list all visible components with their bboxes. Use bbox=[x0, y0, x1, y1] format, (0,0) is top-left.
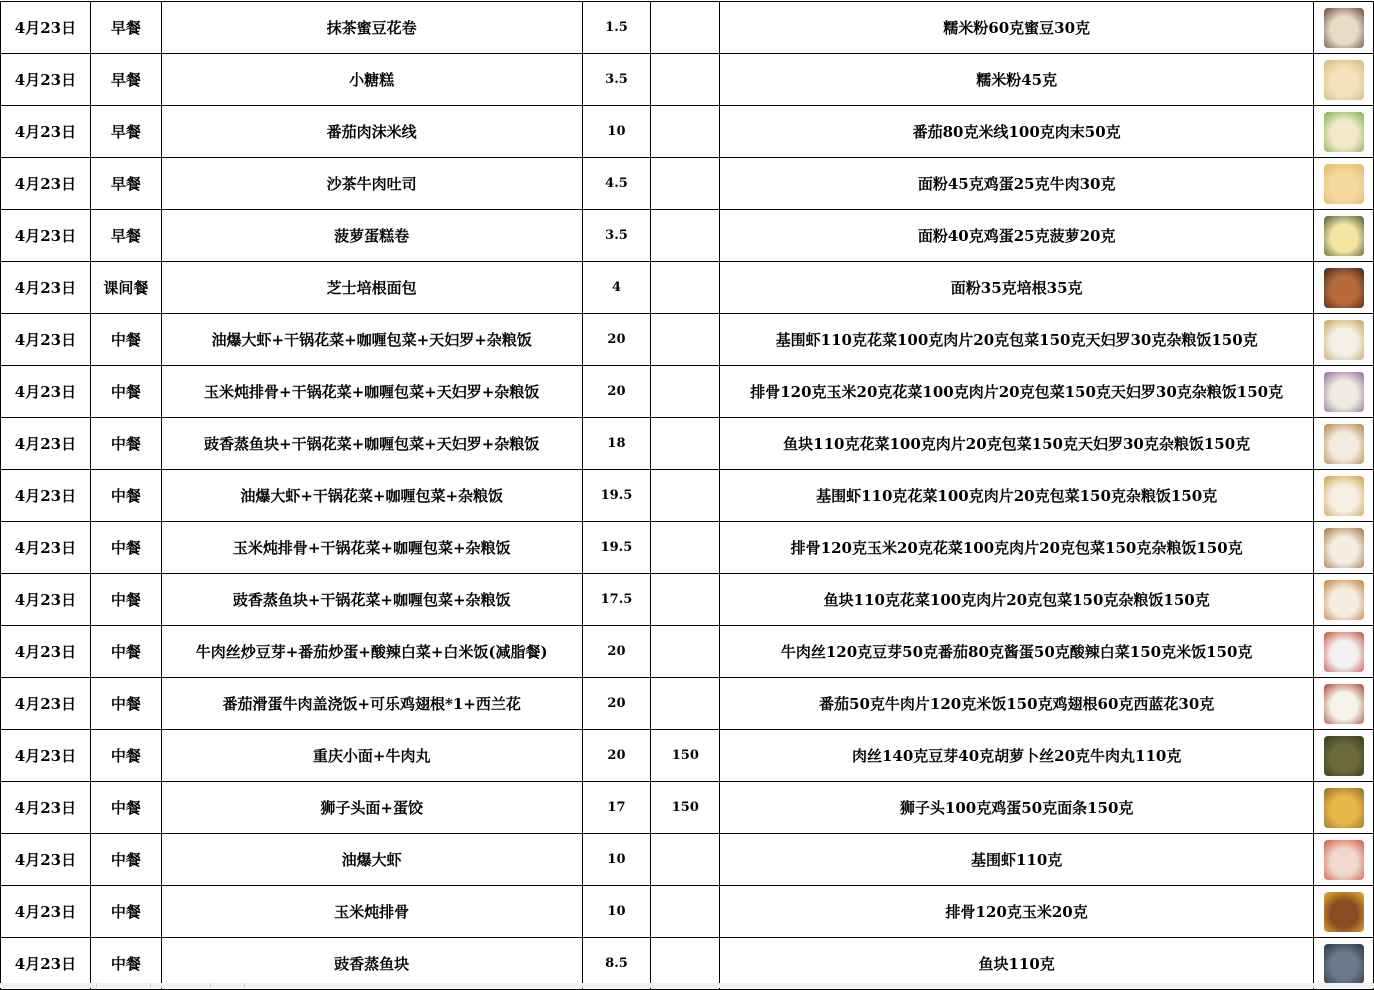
ingredients-cell[interactable]: 面粉45克鸡蛋25克牛肉30克 bbox=[720, 158, 1314, 210]
dish-cell[interactable]: 狮子头面+蛋饺 bbox=[161, 782, 582, 834]
price-cell[interactable]: 20 bbox=[582, 366, 651, 418]
table-row bbox=[1, 834, 1374, 886]
price-cell[interactable]: 19.5 bbox=[582, 522, 651, 574]
ingredients-cell[interactable]: 糯米粉45克 bbox=[720, 54, 1314, 106]
dish-image-cell[interactable] bbox=[1314, 678, 1374, 730]
table-row bbox=[1, 210, 1374, 262]
price-cell[interactable]: 17.5 bbox=[582, 574, 651, 626]
dish-photo bbox=[1324, 580, 1364, 620]
meal-cell[interactable]: 早餐 bbox=[90, 2, 161, 54]
price-cell[interactable]: 20 bbox=[582, 730, 651, 782]
qty-cell[interactable]: 150 bbox=[651, 730, 720, 782]
date-cell[interactable]: 4月23日 bbox=[1, 418, 91, 470]
qty-cell[interactable] bbox=[651, 470, 720, 522]
table-row bbox=[1, 2, 1374, 54]
dish-image-cell[interactable] bbox=[1314, 2, 1374, 54]
dish-photo bbox=[1324, 788, 1364, 828]
qty-cell[interactable] bbox=[651, 938, 720, 990]
dish-image-cell[interactable] bbox=[1314, 418, 1374, 470]
dish-image-cell[interactable] bbox=[1314, 938, 1374, 990]
price-cell[interactable]: 20 bbox=[582, 678, 651, 730]
dish-photo bbox=[1324, 8, 1364, 48]
date-cell[interactable]: 4月23日 bbox=[1, 262, 91, 314]
dish-image-cell[interactable] bbox=[1314, 210, 1374, 262]
qty-cell[interactable]: 150 bbox=[651, 782, 720, 834]
date-cell[interactable]: 4月23日 bbox=[1, 782, 91, 834]
dish-image-cell[interactable] bbox=[1314, 262, 1374, 314]
dish-photo bbox=[1324, 424, 1364, 464]
dish-photo bbox=[1324, 892, 1364, 932]
table-row bbox=[1, 158, 1374, 210]
sheet-tab-bar[interactable] bbox=[0, 983, 1374, 988]
menu-table bbox=[0, 1, 1374, 990]
meal-cell[interactable]: 中餐 bbox=[90, 938, 161, 990]
ingredients-cell[interactable]: 面粉40克鸡蛋25克菠萝20克 bbox=[720, 210, 1314, 262]
dish-image-cell[interactable] bbox=[1314, 522, 1374, 574]
date-cell[interactable]: 4月23日 bbox=[1, 886, 91, 938]
qty-cell[interactable] bbox=[651, 834, 720, 886]
table-row bbox=[1, 730, 1374, 782]
dish-cell[interactable]: 番茄肉沫米线 bbox=[161, 106, 582, 158]
dish-image-cell[interactable] bbox=[1314, 834, 1374, 886]
dish-photo bbox=[1324, 112, 1364, 152]
dish-image-cell[interactable] bbox=[1314, 366, 1374, 418]
price-cell[interactable]: 10 bbox=[582, 886, 651, 938]
meal-cell[interactable]: 早餐 bbox=[90, 106, 161, 158]
dish-photo bbox=[1324, 372, 1364, 412]
date-cell[interactable]: 4月23日 bbox=[1, 730, 91, 782]
ingredients-cell[interactable]: 糯米粉60克蜜豆30克 bbox=[720, 2, 1314, 54]
dish-photo bbox=[1324, 216, 1364, 256]
dish-photo bbox=[1324, 736, 1364, 776]
qty-cell[interactable] bbox=[651, 678, 720, 730]
dish-cell[interactable]: 玉米炖排骨 bbox=[161, 886, 582, 938]
date-cell[interactable]: 4月23日 bbox=[1, 574, 91, 626]
dish-cell[interactable]: 小糖糕 bbox=[161, 54, 582, 106]
meal-cell[interactable]: 课间餐 bbox=[90, 262, 161, 314]
meal-cell[interactable]: 中餐 bbox=[90, 730, 161, 782]
dish-cell[interactable]: 玉米炖排骨+干锅花菜+咖喱包菜+天妇罗+杂粮饭 bbox=[161, 366, 582, 418]
table-row bbox=[1, 886, 1374, 938]
table-row bbox=[1, 262, 1374, 314]
dish-image-cell[interactable] bbox=[1314, 470, 1374, 522]
ingredients-cell[interactable]: 排骨120克玉米20克花菜100克肉片20克包菜150克杂粮饭150克 bbox=[720, 522, 1314, 574]
table-row bbox=[1, 522, 1374, 574]
price-cell[interactable]: 8.5 bbox=[582, 938, 651, 990]
date-cell[interactable]: 4月23日 bbox=[1, 938, 91, 990]
table-row bbox=[1, 678, 1374, 730]
meal-cell[interactable]: 中餐 bbox=[90, 886, 161, 938]
dish-image-cell[interactable] bbox=[1314, 782, 1374, 834]
dish-photo bbox=[1324, 944, 1364, 984]
table-row bbox=[1, 418, 1374, 470]
qty-cell[interactable] bbox=[651, 522, 720, 574]
ingredients-cell[interactable]: 排骨120克玉米20克 bbox=[720, 886, 1314, 938]
meal-cell[interactable]: 早餐 bbox=[90, 158, 161, 210]
ingredients-cell[interactable]: 狮子头100克鸡蛋50克面条150克 bbox=[720, 782, 1314, 834]
ingredients-cell[interactable]: 番茄80克米线100克肉末50克 bbox=[720, 106, 1314, 158]
dish-photo bbox=[1324, 320, 1364, 360]
ingredients-cell[interactable]: 基围虾110克花菜100克肉片20克包菜150克杂粮饭150克 bbox=[720, 470, 1314, 522]
date-cell[interactable]: 4月23日 bbox=[1, 2, 91, 54]
menu-rows bbox=[1, 2, 1374, 990]
price-cell[interactable]: 10 bbox=[582, 834, 651, 886]
meal-cell[interactable]: 中餐 bbox=[90, 470, 161, 522]
dish-cell[interactable]: 油爆大虾 bbox=[161, 834, 582, 886]
dish-photo bbox=[1324, 60, 1364, 100]
dish-image-cell[interactable] bbox=[1314, 158, 1374, 210]
dish-photo bbox=[1324, 632, 1364, 672]
qty-cell[interactable] bbox=[651, 210, 720, 262]
dish-cell[interactable]: 玉米炖排骨+干锅花菜+咖喱包菜+杂粮饭 bbox=[161, 522, 582, 574]
price-cell[interactable]: 3.5 bbox=[582, 210, 651, 262]
qty-cell[interactable] bbox=[651, 626, 720, 678]
dish-image-cell[interactable] bbox=[1314, 730, 1374, 782]
table-row bbox=[1, 938, 1374, 990]
dish-photo bbox=[1324, 476, 1364, 516]
qty-cell[interactable] bbox=[651, 314, 720, 366]
meal-cell[interactable]: 中餐 bbox=[90, 626, 161, 678]
qty-cell[interactable] bbox=[651, 366, 720, 418]
ingredients-cell[interactable]: 牛肉丝120克豆芽50克番茄80克酱蛋50克酸辣白菜150克米饭150克 bbox=[720, 626, 1314, 678]
dish-cell[interactable]: 豉香蒸鱼块+干锅花菜+咖喱包菜+杂粮饭 bbox=[161, 574, 582, 626]
table-row bbox=[1, 470, 1374, 522]
menu-sheet bbox=[0, 1, 1374, 990]
qty-cell[interactable] bbox=[651, 886, 720, 938]
ingredients-cell[interactable]: 鱼块110克 bbox=[720, 938, 1314, 990]
dish-photo bbox=[1324, 684, 1364, 724]
dish-cell[interactable]: 牛肉丝炒豆芽+番茄炒蛋+酸辣白菜+白米饭(减脂餐) bbox=[161, 626, 582, 678]
dish-image-cell[interactable] bbox=[1314, 886, 1374, 938]
date-cell[interactable]: 4月23日 bbox=[1, 470, 91, 522]
meal-cell[interactable]: 早餐 bbox=[90, 54, 161, 106]
meal-cell[interactable]: 中餐 bbox=[90, 366, 161, 418]
price-cell[interactable]: 20 bbox=[582, 626, 651, 678]
ingredients-cell[interactable]: 番茄50克牛肉片120克米饭150克鸡翅根60克西蓝花30克 bbox=[720, 678, 1314, 730]
price-cell[interactable]: 4 bbox=[582, 262, 651, 314]
date-cell[interactable]: 4月23日 bbox=[1, 158, 91, 210]
date-cell[interactable]: 4月23日 bbox=[1, 210, 91, 262]
dish-photo bbox=[1324, 164, 1364, 204]
dish-image-cell[interactable] bbox=[1314, 314, 1374, 366]
dish-image-cell[interactable] bbox=[1314, 626, 1374, 678]
meal-cell[interactable]: 中餐 bbox=[90, 574, 161, 626]
qty-cell[interactable] bbox=[651, 2, 720, 54]
dish-cell[interactable]: 重庆小面+牛肉丸 bbox=[161, 730, 582, 782]
date-cell[interactable]: 4月23日 bbox=[1, 834, 91, 886]
price-cell[interactable]: 10 bbox=[582, 106, 651, 158]
dish-photo bbox=[1324, 840, 1364, 880]
price-cell[interactable]: 4.5 bbox=[582, 158, 651, 210]
dish-image-cell[interactable] bbox=[1314, 574, 1374, 626]
table-row bbox=[1, 626, 1374, 678]
qty-cell[interactable] bbox=[651, 158, 720, 210]
dish-cell[interactable]: 油爆大虾+干锅花菜+咖喱包菜+天妇罗+杂粮饭 bbox=[161, 314, 582, 366]
date-cell[interactable]: 4月23日 bbox=[1, 522, 91, 574]
price-cell[interactable]: 1.5 bbox=[582, 2, 651, 54]
qty-cell[interactable] bbox=[651, 574, 720, 626]
date-cell[interactable]: 4月23日 bbox=[1, 366, 91, 418]
dish-photo bbox=[1324, 268, 1364, 308]
dish-cell[interactable]: 番茄滑蛋牛肉盖浇饭+可乐鸡翅根*1+西兰花 bbox=[161, 678, 582, 730]
meal-cell[interactable]: 中餐 bbox=[90, 418, 161, 470]
table-row bbox=[1, 782, 1374, 834]
qty-cell[interactable] bbox=[651, 54, 720, 106]
qty-cell[interactable] bbox=[651, 418, 720, 470]
price-cell[interactable]: 3.5 bbox=[582, 54, 651, 106]
price-cell[interactable]: 19.5 bbox=[582, 470, 651, 522]
price-cell[interactable]: 17 bbox=[582, 782, 651, 834]
date-cell[interactable]: 4月23日 bbox=[1, 626, 91, 678]
qty-cell[interactable] bbox=[651, 262, 720, 314]
dish-cell[interactable]: 沙茶牛肉吐司 bbox=[161, 158, 582, 210]
price-cell[interactable]: 20 bbox=[582, 314, 651, 366]
table-row bbox=[1, 574, 1374, 626]
dish-cell[interactable]: 芝士培根面包 bbox=[161, 262, 582, 314]
ingredients-cell[interactable]: 排骨120克玉米20克花菜100克肉片20克包菜150克天妇罗30克杂粮饭150克 bbox=[720, 366, 1314, 418]
table-row bbox=[1, 106, 1374, 158]
date-cell[interactable]: 4月23日 bbox=[1, 54, 91, 106]
ingredients-cell[interactable]: 基围虾110克 bbox=[720, 834, 1314, 886]
dish-cell[interactable]: 抹茶蜜豆花卷 bbox=[161, 2, 582, 54]
meal-cell[interactable]: 中餐 bbox=[90, 678, 161, 730]
ingredients-cell[interactable]: 基围虾110克花菜100克肉片20克包菜150克天妇罗30克杂粮饭150克 bbox=[720, 314, 1314, 366]
dish-image-cell[interactable] bbox=[1314, 106, 1374, 158]
date-cell[interactable]: 4月23日 bbox=[1, 678, 91, 730]
ingredients-cell[interactable]: 面粉35克培根35克 bbox=[720, 262, 1314, 314]
meal-cell[interactable]: 中餐 bbox=[90, 834, 161, 886]
date-cell[interactable]: 4月23日 bbox=[1, 106, 91, 158]
table-row bbox=[1, 314, 1374, 366]
qty-cell[interactable] bbox=[651, 106, 720, 158]
meal-cell[interactable]: 早餐 bbox=[90, 210, 161, 262]
ingredients-cell[interactable]: 鱼块110克花菜100克肉片20克包菜150克天妇罗30克杂粮饭150克 bbox=[720, 418, 1314, 470]
table-row bbox=[1, 366, 1374, 418]
meal-cell[interactable]: 中餐 bbox=[90, 314, 161, 366]
ingredients-cell[interactable]: 鱼块110克花菜100克肉片20克包菜150克杂粮饭150克 bbox=[720, 574, 1314, 626]
ingredients-cell[interactable]: 肉丝140克豆芽40克胡萝卜丝20克牛肉丸110克 bbox=[720, 730, 1314, 782]
dish-image-cell[interactable] bbox=[1314, 54, 1374, 106]
meal-cell[interactable]: 中餐 bbox=[90, 782, 161, 834]
table-row bbox=[1, 54, 1374, 106]
dish-photo bbox=[1324, 528, 1364, 568]
dish-cell[interactable]: 油爆大虾+干锅花菜+咖喱包菜+杂粮饭 bbox=[161, 470, 582, 522]
meal-cell[interactable]: 中餐 bbox=[90, 522, 161, 574]
dish-cell[interactable]: 豉香蒸鱼块 bbox=[161, 938, 582, 990]
price-cell[interactable]: 18 bbox=[582, 418, 651, 470]
date-cell[interactable]: 4月23日 bbox=[1, 314, 91, 366]
dish-cell[interactable]: 菠萝蛋糕卷 bbox=[161, 210, 582, 262]
dish-cell[interactable]: 豉香蒸鱼块+干锅花菜+咖喱包菜+天妇罗+杂粮饭 bbox=[161, 418, 582, 470]
